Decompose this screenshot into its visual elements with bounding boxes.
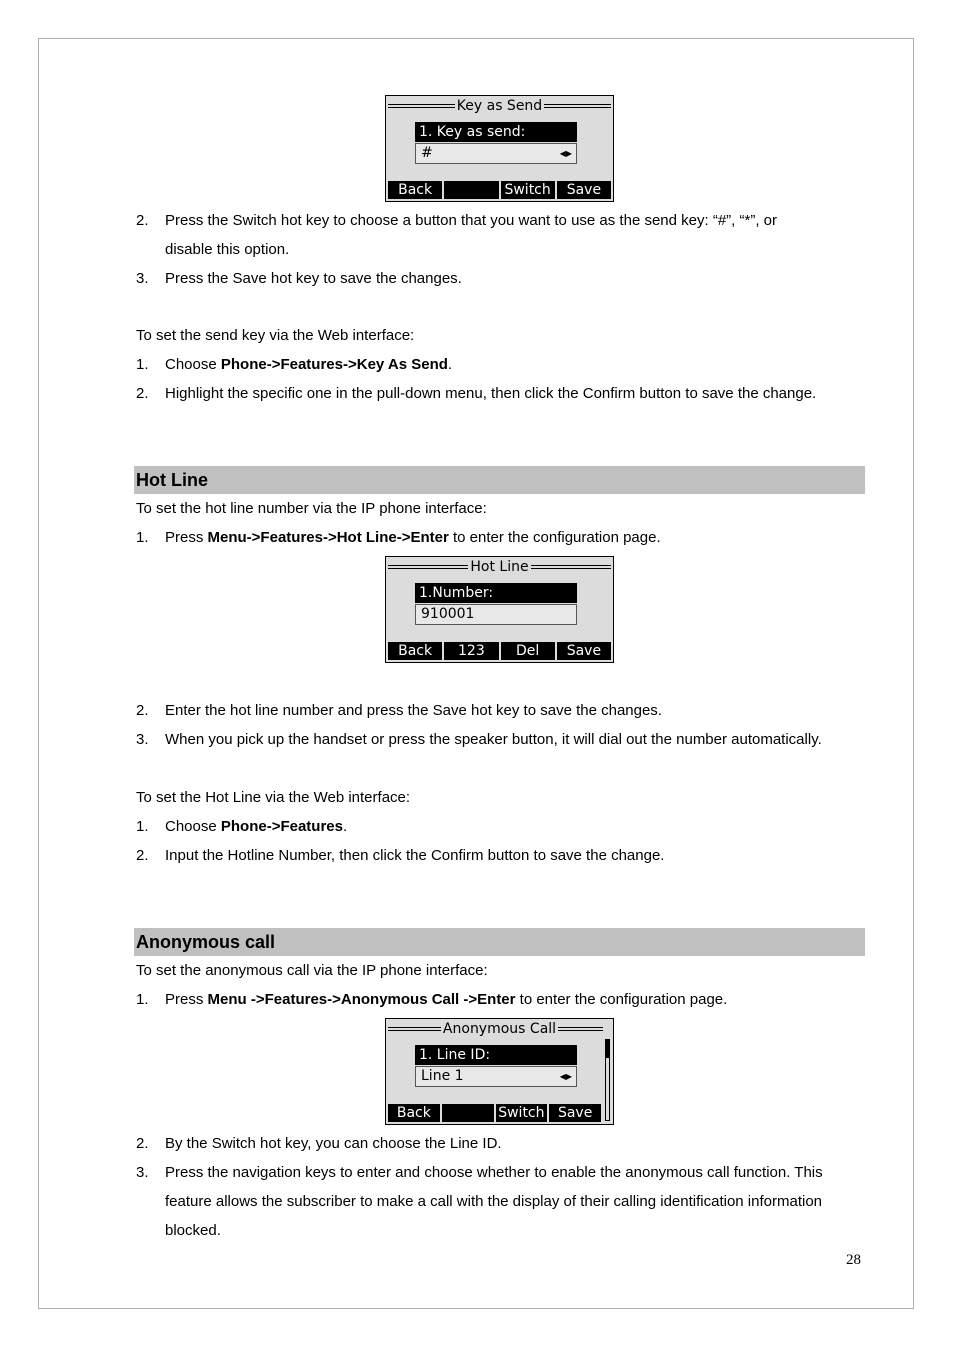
lcd-title: Hot Line <box>470 559 529 575</box>
menu-path: Phone->Features->Key As Send <box>220 356 448 373</box>
lcd-title: Key as Send <box>456 98 543 114</box>
step-text: By the Switch hot key, you can choose the Line ID. <box>165 1135 502 1152</box>
step-text: Press Menu ->Features->Anonymous Call ->Enter to enter the configuration page. <box>165 991 728 1008</box>
softkey-123[interactable]: 123 <box>444 642 498 660</box>
step-number: 1. <box>136 529 149 546</box>
step-text: Input the Hotline Number, then click the Confirm button to save the change. <box>165 847 665 864</box>
lcd-field-label: 1.Number: <box>415 583 577 603</box>
softkey-switch[interactable]: Switch <box>496 1104 548 1122</box>
softkey-save[interactable]: Save <box>549 1104 601 1122</box>
left-right-arrows-icon: ◀▶ <box>559 149 572 158</box>
step-number: 2. <box>136 1135 149 1152</box>
step-number: 1. <box>136 356 149 373</box>
softkey-bar <box>388 1104 601 1122</box>
step-number: 2. <box>136 385 149 402</box>
lcd-hot-line <box>385 556 614 663</box>
step-text: disable this option. <box>165 241 290 258</box>
section-header-hot-line <box>134 466 865 494</box>
lcd-field-value-text: 910001 <box>421 606 475 622</box>
softkey-back[interactable]: Back <box>388 181 442 199</box>
step-text: Press Menu->Features->Hot Line->Enter to enter the configuration page. <box>165 529 661 546</box>
softkey-bar <box>388 181 611 199</box>
paragraph: To set the send key via the Web interface: <box>136 327 415 344</box>
lcd-field-value-text: # <box>421 145 433 161</box>
section-title: Anonymous call <box>136 932 276 952</box>
step-number: 2. <box>136 702 149 719</box>
step-number: 1. <box>136 818 149 835</box>
paragraph: To set the Hot Line via the Web interface: <box>136 789 411 806</box>
menu-path: Menu->Features->Hot Line->Enter <box>207 529 449 546</box>
softkey-save[interactable]: Save <box>557 181 611 199</box>
left-right-arrows-icon: ◀▶ <box>559 1072 572 1081</box>
step-text: Press the Save hot key to save the changes. <box>165 270 462 287</box>
paragraph: To set the anonymous call via the IP phone interface: <box>136 962 488 979</box>
lcd-field-label: 1. Key as send: <box>415 122 577 142</box>
softkey-empty[interactable] <box>444 181 498 199</box>
softkey-empty[interactable] <box>442 1104 494 1122</box>
step-text: Choose Phone->Features. <box>165 818 348 835</box>
section-title: Hot Line <box>136 470 208 490</box>
lcd-key-as-send <box>385 95 614 202</box>
step-number: 3. <box>136 270 149 287</box>
page-number: 28 <box>846 1252 861 1268</box>
step-number: 3. <box>136 1164 149 1181</box>
paragraph: To set the hot line number via the IP phone interface: <box>136 500 487 517</box>
step-number: 2. <box>136 212 149 229</box>
lcd-field-value <box>415 1066 577 1087</box>
step-text: Press the navigation keys to enter and choose whether to enable the anonymous call function. This <box>165 1164 823 1181</box>
step-text: feature allows the subscriber to make a call with the display of their calling identification information <box>165 1193 822 1210</box>
lcd-field-value-text: Line 1 <box>421 1068 464 1084</box>
step-number: 2. <box>136 847 149 864</box>
lcd-field-value <box>415 604 577 625</box>
lcd-title: Anonymous Call <box>442 1021 557 1037</box>
softkey-save[interactable]: Save <box>557 642 611 660</box>
step-number: 3. <box>136 731 149 748</box>
step-text: Highlight the specific one in the pull-down menu, then click the Confirm button to save the change. <box>165 385 817 402</box>
step-number: 1. <box>136 991 149 1008</box>
step-text: When you pick up the handset or press the speaker button, it will dial out the number automatically. <box>165 731 822 748</box>
softkey-back[interactable]: Back <box>388 642 442 660</box>
lcd-anonymous-call <box>385 1018 614 1125</box>
scrollbar[interactable] <box>605 1039 610 1121</box>
softkey-switch[interactable]: Switch <box>501 181 555 199</box>
scrollbar-thumb[interactable] <box>606 1040 609 1058</box>
menu-path: Phone->Features <box>220 818 343 835</box>
step-text: Enter the hot line number and press the Save hot key to save the changes. <box>165 702 662 719</box>
step-text: blocked. <box>165 1222 221 1239</box>
step-text: Choose Phone->Features->Key As Send. <box>165 356 453 373</box>
menu-path: Menu ->Features->Anonymous Call ->Enter <box>207 991 516 1008</box>
step-text: Press the Switch hot key to choose a button that you want to use as the send key: “#”, “*”, or <box>165 212 777 229</box>
lcd-field-value <box>415 143 577 164</box>
section-header-anonymous-call <box>134 928 865 956</box>
softkey-del[interactable]: Del <box>501 642 555 660</box>
softkey-back[interactable]: Back <box>388 1104 440 1122</box>
lcd-field-label: 1. Line ID: <box>415 1045 577 1065</box>
softkey-bar <box>388 642 611 660</box>
